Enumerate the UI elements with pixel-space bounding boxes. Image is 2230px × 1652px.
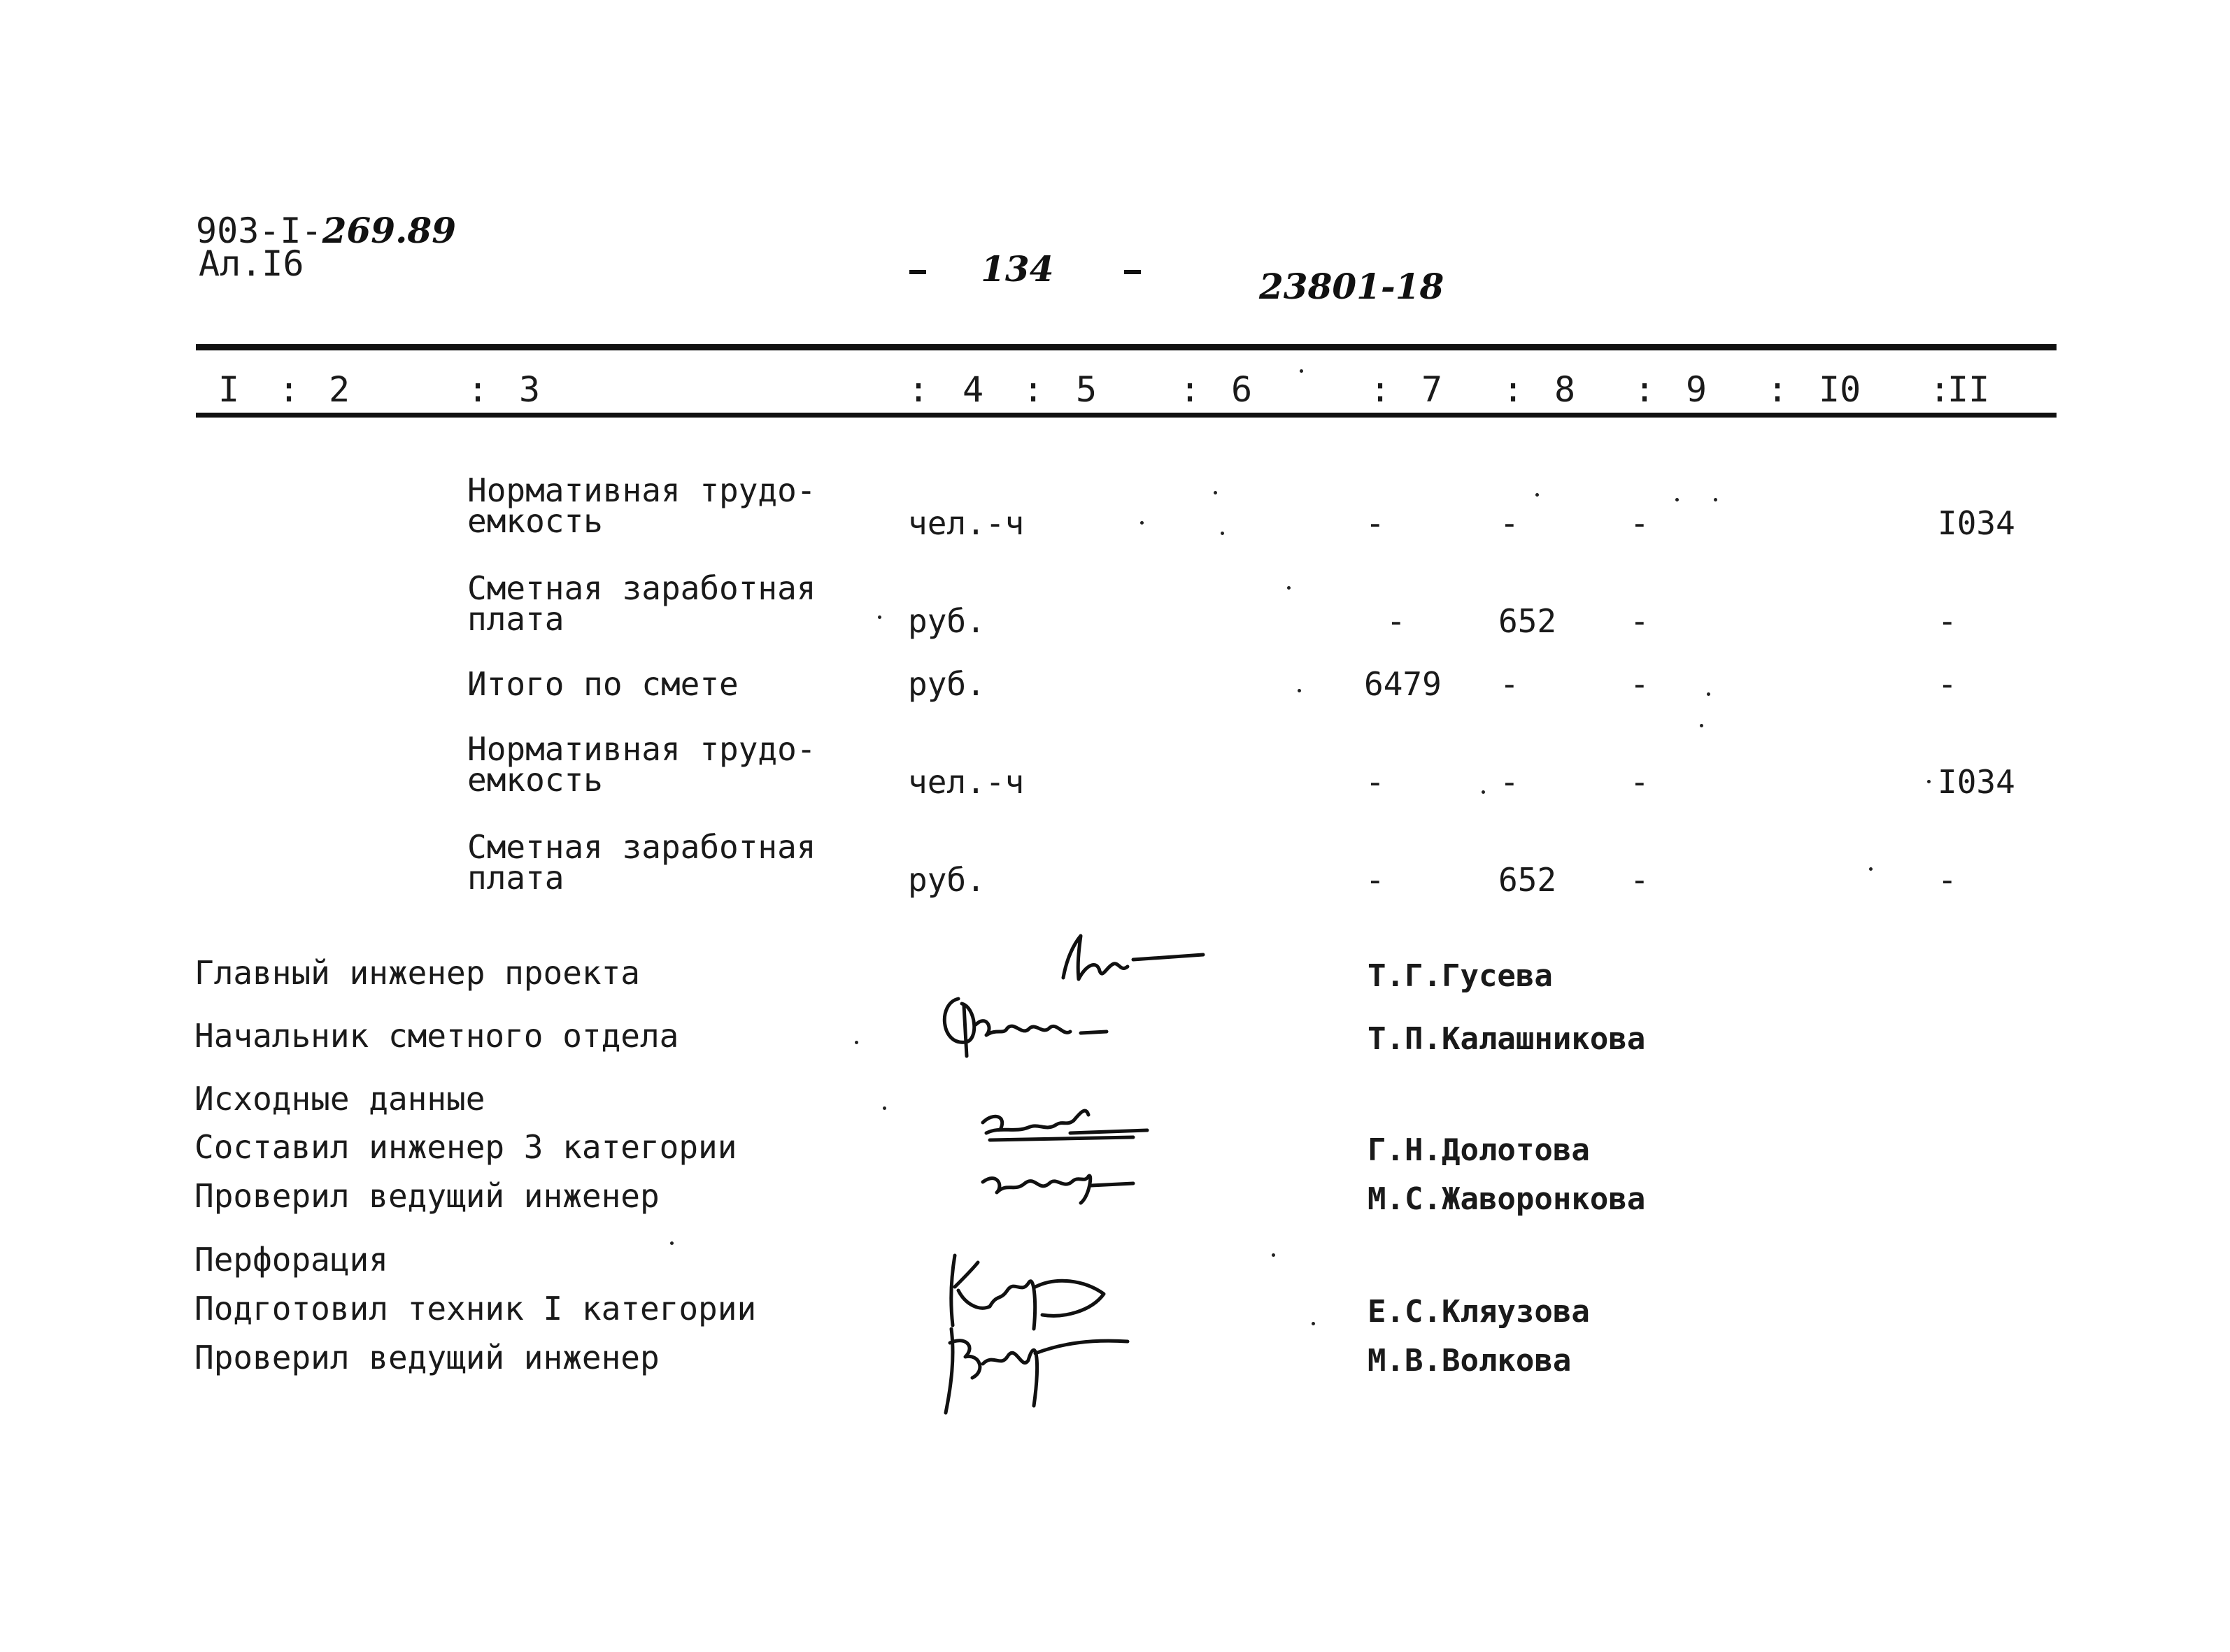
scan-speck — [1298, 689, 1301, 692]
checked-name: М.С.Жаворонкова — [1368, 1181, 1646, 1217]
perforation-heading: Перфорация — [194, 1241, 388, 1279]
row-5-name-line-1: Сметная заработная — [467, 828, 816, 866]
scan-speck — [1312, 1322, 1315, 1325]
col-number-8: 8 — [1554, 369, 1576, 410]
compiled-role: Составил инженер 3 категории — [194, 1128, 737, 1166]
page-number-line — [909, 248, 1141, 290]
column-number-header: I : 2 : 3 : 4 : 5 : 6 : 7 : 8 : 9 : I0 : II — [218, 369, 1990, 410]
chief-engineer-role: Главный инженер проекта — [194, 954, 640, 992]
row-2-name-line-2: плата — [467, 600, 564, 638]
row-2-col9: - — [1630, 602, 1649, 640]
scan-speck — [855, 1041, 858, 1044]
row-2-col8: 652 — [1498, 602, 1557, 640]
order-number: 23801-18 — [1259, 266, 1444, 307]
row-4-col7: - — [1365, 763, 1385, 801]
row-1-col11: I034 — [1938, 504, 2015, 542]
row-3-col8: - — [1500, 665, 1519, 703]
col-number-7: 7 — [1421, 369, 1443, 410]
scan-speck — [1700, 724, 1703, 727]
scan-speck — [1287, 586, 1291, 590]
document-code-handwritten: 269.89 — [322, 210, 456, 251]
table-top-rule — [196, 344, 2057, 350]
scan-speck — [883, 1106, 886, 1110]
row-2-name-line-1: Сметная заработная — [467, 569, 816, 607]
col-number-11: II — [1947, 369, 1990, 410]
scan-speck — [1927, 780, 1931, 783]
scan-speck — [1140, 521, 1144, 525]
row-3-unit: руб. — [908, 665, 986, 703]
scan-speck — [1482, 790, 1485, 794]
col-number-6: 6 — [1231, 369, 1253, 410]
row-2-unit: руб. — [908, 602, 986, 640]
chief-engineer-name: Т.Г.Гусева — [1368, 958, 1553, 994]
row-3-col7: 6479 — [1364, 665, 1442, 703]
row-5-name-line-2: плата — [467, 859, 564, 897]
scan-speck — [1535, 493, 1539, 497]
row-1-unit: чел.-ч — [908, 504, 1025, 542]
prepared-name: Е.С.Кляузова — [1368, 1294, 1590, 1330]
document-code-print: 903-I- — [196, 211, 322, 251]
row-4-col11: I034 — [1938, 763, 2015, 801]
checked2-name: М.В.Волкова — [1368, 1343, 1572, 1379]
scan-speck — [1214, 491, 1217, 494]
row-5-col7: - — [1365, 861, 1385, 899]
checked-role: Проверил ведущий инженер — [194, 1177, 660, 1215]
row-4-name-line-1: Нормативная трудо- — [467, 730, 816, 768]
row-5-col11: - — [1938, 861, 1957, 899]
col-number-4: 4 — [963, 369, 984, 410]
page-number: 134 — [981, 248, 1054, 290]
scan-speck — [1707, 692, 1710, 696]
estimates-head-name: Т.П.Калашникова — [1368, 1021, 1646, 1057]
row-1-name-line-2: емкость — [467, 502, 603, 540]
checked2-role: Проверил ведущий инженер — [194, 1339, 660, 1376]
estimates-head-role: Начальник сметного отдела — [194, 1017, 679, 1055]
col-number-3: 3 — [519, 369, 541, 410]
row-2-col11: - — [1938, 602, 1957, 640]
row-3-col11: - — [1938, 665, 1957, 703]
scan-speck — [1300, 369, 1303, 373]
row-5-col8: 652 — [1498, 861, 1557, 899]
row-1-name-line-1: Нормативная трудо- — [467, 471, 816, 509]
row-1-col8: - — [1500, 504, 1519, 542]
col-number-9: 9 — [1686, 369, 1707, 410]
scan-speck — [1675, 498, 1679, 501]
prepared-role: Подготовил техник I категории — [194, 1290, 757, 1327]
row-4-name-line-2: емкость — [467, 761, 603, 799]
signature-estimates-head — [944, 999, 1107, 1056]
row-4-col9: - — [1630, 763, 1649, 801]
signature-checked2 — [946, 1329, 1128, 1413]
row-2-col7: - — [1386, 602, 1406, 640]
compiled-name: Г.Н.Долотова — [1368, 1132, 1590, 1168]
col-number-10: I0 — [1819, 369, 1861, 410]
scan-speck — [670, 1241, 674, 1245]
row-5-unit: руб. — [908, 861, 986, 899]
scan-speck — [1869, 867, 1873, 871]
row-1-col9: - — [1630, 504, 1649, 542]
col-number-5: 5 — [1076, 369, 1098, 410]
scan-speck — [1272, 1253, 1275, 1257]
scan-speck — [1714, 498, 1717, 501]
handwritten-signatures — [923, 923, 1217, 1427]
col-number-2: 2 — [329, 369, 350, 410]
signature-compiled — [983, 1111, 1147, 1140]
signature-chief-engineer — [1063, 936, 1203, 979]
row-1-col7: - — [1365, 504, 1385, 542]
table-header-rule — [196, 413, 2057, 418]
row-4-col8: - — [1500, 763, 1519, 801]
scan-speck — [878, 615, 881, 619]
signature-checked — [983, 1176, 1133, 1203]
album-number: Ал.I6 — [199, 243, 304, 284]
row-3-name: Итого по смете — [467, 665, 739, 703]
col-number-1: I — [218, 369, 240, 410]
row-4-unit: чел.-ч — [908, 763, 1025, 801]
signature-prepared — [951, 1255, 1104, 1329]
source-data-heading: Исходные данные — [194, 1080, 485, 1118]
row-5-col9: - — [1630, 861, 1649, 899]
scan-speck — [1221, 532, 1224, 535]
row-3-col9: - — [1630, 665, 1649, 703]
